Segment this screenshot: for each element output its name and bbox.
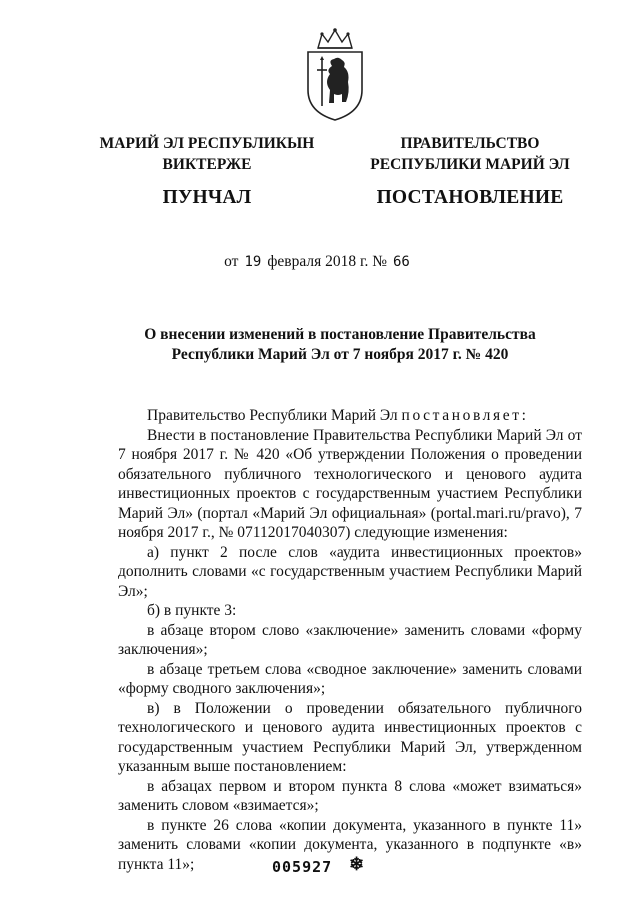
body-intro (118, 406, 582, 426)
paragraph-3: б) в пункте 3: (147, 602, 237, 619)
document-date-line (0, 253, 640, 271)
paragraph-1: Внести в постановление Правительства Республики Марий Эл от 7 ноября 2017 г. № 420 «Об утверждении Положения о проведении обязательного публичного технологического и ценового аудита инвестиционных проектов с государственным участием Республики Марий Эл» (портал «Марий Эл официальная» (portal.mari.ru/pravo), 7 ноября 2017 г., № 07112017040307) следующие изменения: (118, 426, 582, 541)
paragraph-7: в абзацах первом и втором пункта 8 слова «может взиматься» заменить словом «взимается»; (118, 777, 582, 814)
intro-decree-word: постановляет: (401, 407, 529, 424)
paragraph-2: а) пункт 2 после слов «аудита инвестиционных проектов» дополнить словами «с государственным участием Республики Марий Эл»; (118, 543, 582, 600)
date-day: 19 (244, 254, 262, 270)
intro-text: Правительство Республики Марий Эл (147, 407, 398, 424)
document-title (110, 325, 570, 365)
title-line1: О внесении изменений в постановление Правительства (144, 326, 536, 343)
form-serial-number: 005927 (272, 858, 333, 876)
title-line2: Республики Марий Эл от 7 ноября 2017 г. № 420 (171, 346, 509, 363)
header-right-line1: ПРАВИТЕЛЬСТВО (400, 135, 540, 152)
date-prefix: от (224, 253, 239, 270)
header-mari (92, 133, 322, 209)
snowflake-icon: ❄ (349, 854, 365, 874)
header-left-line1: МАРИЙ ЭЛ РЕСПУБЛИКЫН (99, 135, 315, 152)
date-month-year: февраля 2018 г. № (267, 253, 388, 270)
paragraph-5: в абзаце третьем слова «сводное заключение» заменить словами «форму сводного заключения»; (118, 660, 582, 697)
coat-of-arms-emblem (304, 26, 366, 122)
header-left-doctype: ПУНЧАЛ (162, 187, 252, 208)
header-right-doctype: ПОСТАНОВЛЕНИЕ (376, 187, 564, 208)
header-left-line2: ВИКТЕРЖЕ (162, 156, 252, 173)
document-number: 66 (392, 254, 410, 270)
header-russian (355, 133, 585, 209)
paragraph-4: в абзаце втором слово «заключение» заменить словами «форму заключения»; (118, 621, 582, 658)
header-right-line2: РЕСПУБЛИКИ МАРИЙ ЭЛ (370, 156, 570, 173)
paragraph-6: в) в Положении о проведении обязательного публичного технологического и ценового аудита инвестиционных проектов с государственным участием Республики Марий Эл, утвержденном указанным выше постановлением: (118, 699, 582, 775)
document-body (118, 406, 582, 874)
paragraph-8: в пункте 26 слова «копии документа, указанного в пункте 11» заменить словами «копии документа, указанного в подпункте «в» пункта 11»; (118, 816, 582, 873)
